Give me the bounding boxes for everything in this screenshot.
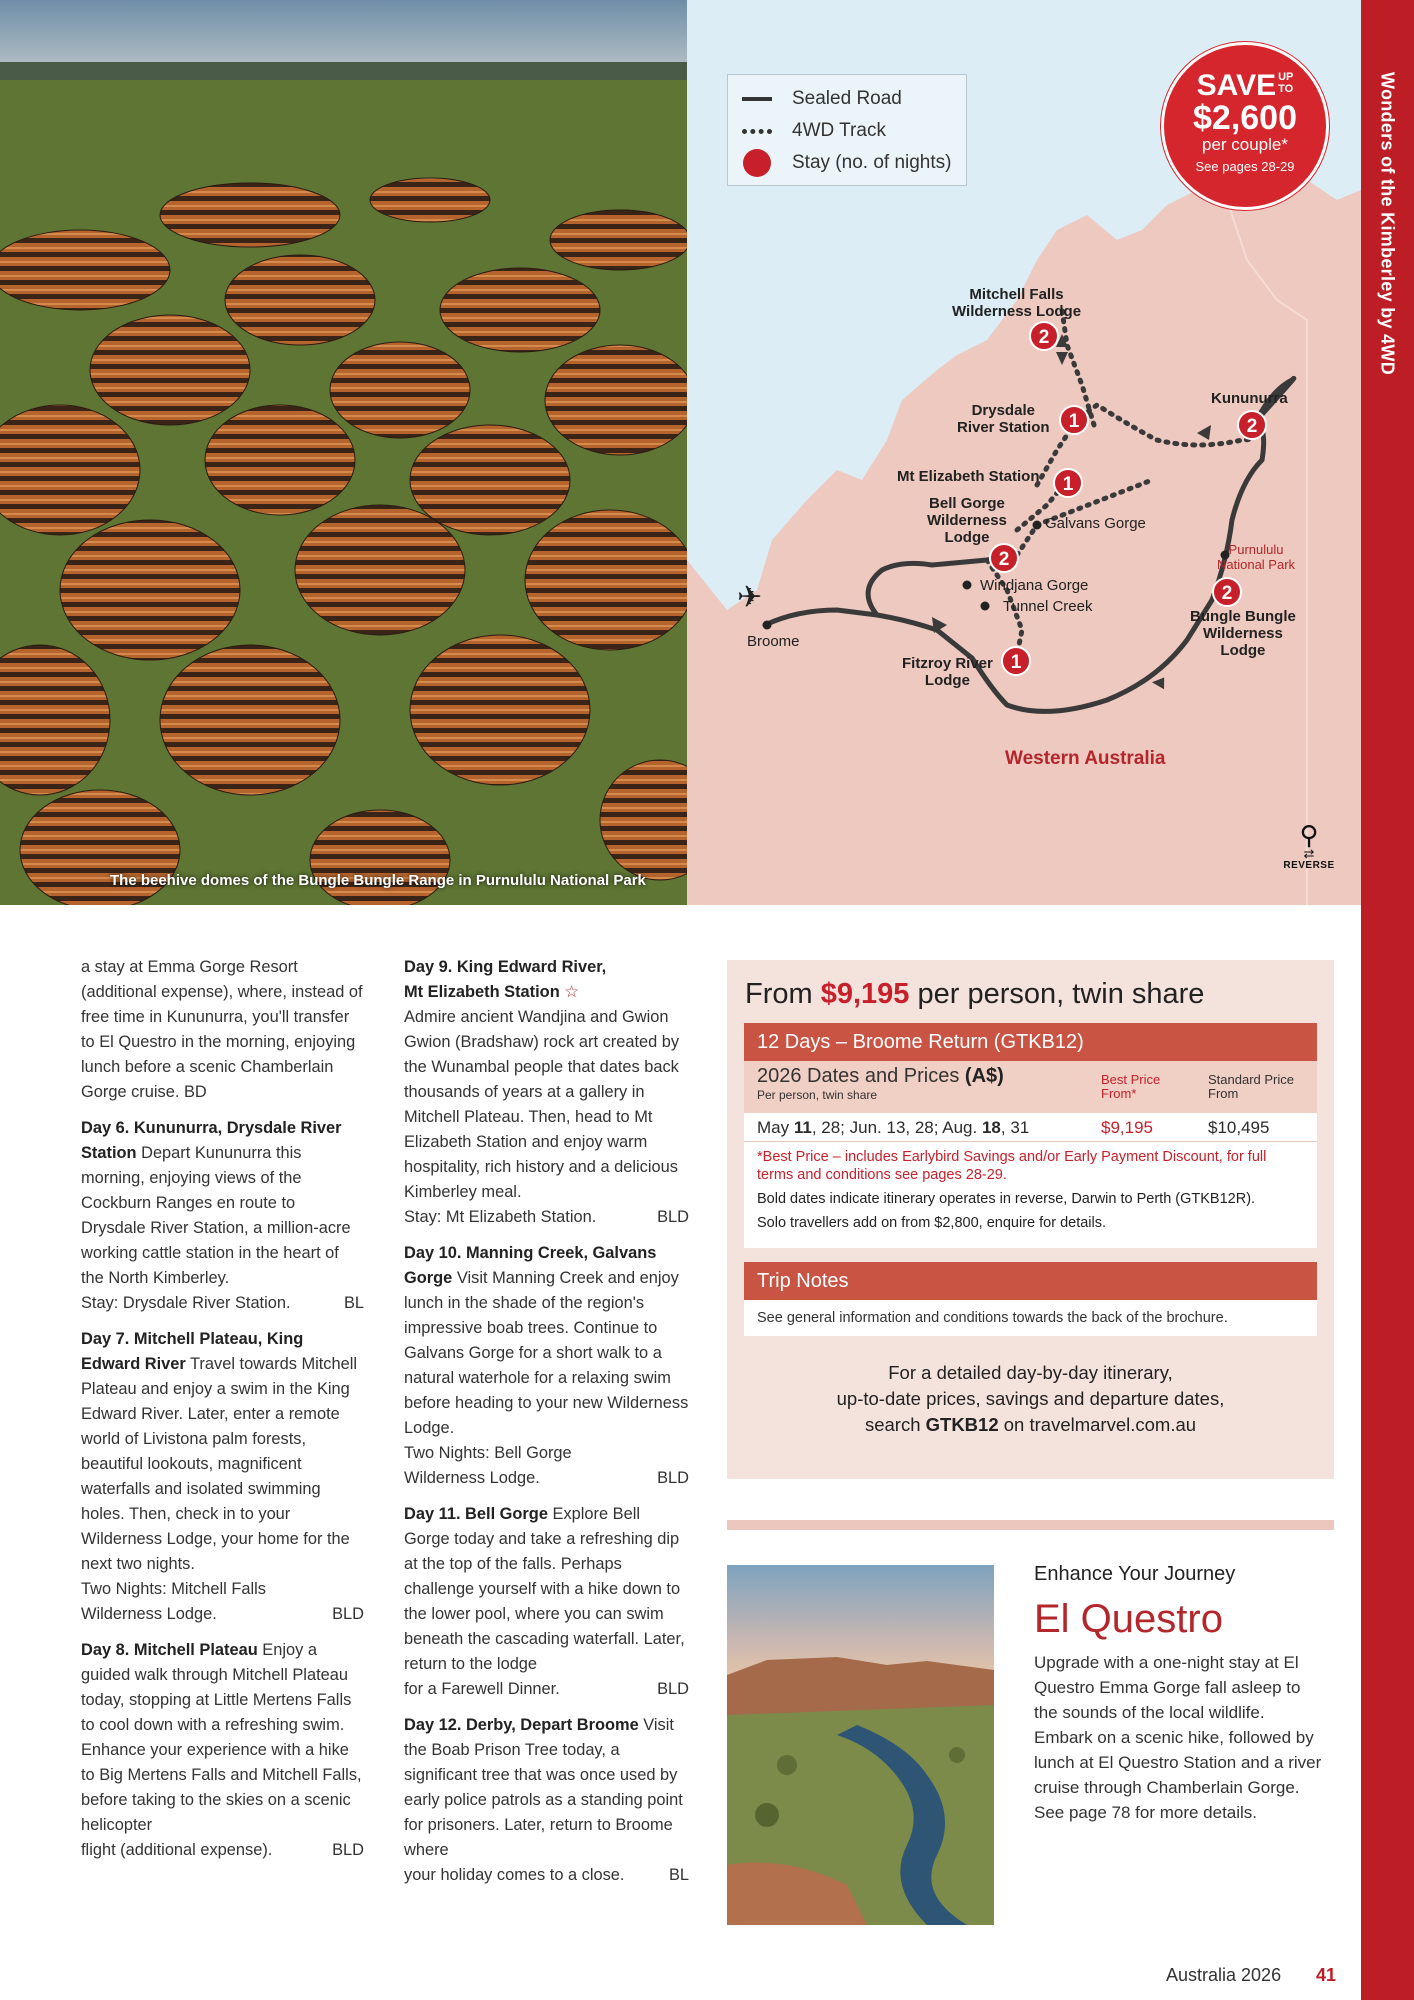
itinerary-intro: a stay at Emma Gorge Resort (additional expense), where, instead of free time in Kununurra, you'll transfer to El Questro in the morning, enjoying lunch before a scenic Chamberlain Gorge cruise. BD (81, 958, 363, 1101)
standard-price-header: Standard Price From (1208, 1072, 1294, 1101)
detail-cta: For a detailed day-by-day itinerary, up-to-date prices, savings and departure dates, search GTKB12 on travelmarvel.com.au (836, 1362, 1225, 1435)
marker-bungle-bungle: 2 (1212, 577, 1242, 607)
legend-label: 4WD Track (792, 120, 886, 141)
day-heading: Day 6. Kununurra, Drysdale River Station (81, 1119, 342, 1162)
marker-mt-elizabeth: 1 (1053, 468, 1083, 498)
label-tunnel-creek: Tunnel Creek (1003, 598, 1093, 615)
marker-fitzroy: 1 (1001, 646, 1031, 676)
trip-notes-bar: Trip Notes (744, 1262, 1317, 1300)
itinerary-column-1 (81, 955, 364, 1874)
tour-name-bar: 12 Days – Broome Return (GTKB12) (744, 1023, 1317, 1061)
label-drysdale: Drysdale River Station (957, 402, 1050, 436)
best-price-note: *Best Price – includes Earlybird Savings and/or Early Payment Discount, for full terms and conditions see pages 28-29. (757, 1149, 1267, 1183)
section-title: Wonders of the Kimberley by 4WD (1377, 72, 1398, 376)
marker-kununurra: 2 (1237, 410, 1267, 440)
price-box (727, 960, 1334, 1479)
day-heading: Day 11. Bell Gorge (404, 1505, 548, 1523)
label-bungle-bungle: Bungle Bungle Wilderness Lodge (1190, 608, 1296, 659)
day-heading: Day 12. Derby, Depart Broome (404, 1716, 639, 1734)
el-questro-panel (1034, 1560, 1324, 1825)
meals-code: BD (183, 1083, 207, 1101)
enhance-body: Upgrade with a one-night stay at El Questro Emma Gorge fall asleep to the sounds of the local wildlife. Embark on a scenic hike, followed by lunch at El Questro Station and a river cruise through Chamberlain Gorge. See page 78 for more details. (1034, 1650, 1324, 1825)
day-9: Day 9. King Edward River, Mt Elizabeth Station ☆ Admire ancient Wandjina and Gwion Gwion (Bradshaw) rock art created by the Wunambal people that dates back thousands of years at a gallery in Mitchell Plateau. Then, head to Mt Elizabeth Station and enjoy warm hospitality, rich history and a delicious Kimberley meal. Stay: Mt Elizabeth Station. BLD (404, 955, 689, 1230)
trip-notes-text: See general information and conditions towards the back of the brochure. (744, 1300, 1317, 1336)
reverse-indicator (1279, 822, 1339, 871)
day-heading: Day 9. King Edward River, (404, 958, 607, 976)
day-11: Day 11. Bell Gorge Explore Bell Gorge today and take a refreshing dip at the top of the falls. Perhaps challenge yourself with a hike down to the lower pool, where you can swim beneath the cascading waterfall. Later, return to the lodge for a Farewell Dinner. BLD (404, 1502, 689, 1702)
standard-price-value: $10,495 (1208, 1118, 1270, 1137)
bungle-bungle-photo (0, 0, 687, 905)
label-mt-elizabeth: Mt Elizabeth Station (897, 468, 1040, 485)
red-circle-icon (742, 149, 772, 177)
enhance-title: El Questro (1034, 1597, 1223, 1641)
section-divider (727, 1520, 1334, 1530)
location-pin-icon: ⚲ (1299, 820, 1319, 850)
save-see-pages: See pages 28-29 (1195, 159, 1295, 174)
save-word: SAVE (1196, 69, 1277, 102)
best-price-value: $9,195 (1101, 1118, 1153, 1137)
tour-code: GTKB12 (925, 1414, 999, 1435)
region-label: Western Australia (1005, 748, 1166, 769)
price-table-header: 2026 Dates and Prices (A$) Per person, twin share Best Price From* Standard Price From (744, 1061, 1317, 1113)
photo-caption: The beehive domes of the Bungle Bungle Range in Purnululu National Park (110, 872, 646, 889)
legend-label: Sealed Road (792, 88, 902, 109)
side-band (1361, 0, 1414, 2000)
day-6: Day 6. Kununurra, Drysdale River Station Depart Kununurra this morning, enjoying views of the Cockburn Ranges en route to Drysdale River Station, a million-acre working cattle station in the heart of the North Kimberley. Stay: Drysdale River Station. BL (81, 1116, 364, 1316)
meals-code: BLD (657, 1208, 689, 1226)
map-legend (727, 74, 967, 186)
airplane-icon: ✈ (737, 581, 763, 614)
label-mitchell-falls: Mitchell Falls Wilderness Lodge (952, 286, 1082, 320)
marker-mitchell-falls: 2 (1029, 321, 1059, 351)
price-notes (744, 1142, 1317, 1248)
legend-sealed-road (742, 83, 952, 115)
meals-code: BLD (657, 1680, 689, 1698)
legend-4wd-track (742, 115, 952, 147)
enhance-kicker: Enhance Your Journey (1034, 1563, 1236, 1585)
label-fitzroy: Fitzroy River Lodge (902, 655, 993, 689)
label-windjana: Windjana Gorge (980, 577, 1089, 594)
price-table-row (744, 1113, 1317, 1142)
day-8: Day 8. Mitchell Plateau Enjoy a guided walk through Mitchell Plateau today, stopping at Little Mertens Falls to cool down with a refreshing swim. Enhance your experience with a hike to Big Mertens Falls and Mitchell Falls, before taking to the skies on a scenic helicopter flight (additional expense). BLD (81, 1638, 364, 1863)
gorge-landscape-illustration (727, 1565, 994, 1925)
page-number: 41 (1316, 1965, 1337, 1985)
meals-code: BL (668, 1866, 689, 1884)
day-heading: Day 8. Mitchell Plateau (81, 1641, 258, 1659)
from-amount: $9,195 (820, 978, 910, 1010)
save-badge (1161, 42, 1329, 210)
meals-code: BLD (657, 1469, 689, 1487)
day-heading: Day 10. Manning Creek, Galvans Gorge (404, 1244, 657, 1287)
save-per-couple: per couple* (1201, 135, 1288, 154)
footer-title: Australia 2026 (1166, 1965, 1282, 1985)
legend-label: Stay (no. of nights) (792, 152, 952, 173)
solo-note: Solo travellers add on from $2,800, enquire for details. (757, 1215, 1107, 1231)
marker-bell-gorge: 2 (989, 543, 1019, 573)
star-icon: ☆ (564, 983, 579, 1001)
day-heading: Day 7. Mitchell Plateau, King Edward River (81, 1330, 304, 1373)
sealed-road-icon (742, 97, 772, 101)
enhance-see-page: See page 78 for more details. (1034, 1803, 1258, 1822)
meals-code: BLD (332, 1605, 364, 1623)
label-bell-gorge: Bell Gorge Wilderness Lodge (927, 495, 1007, 546)
itinerary-column-2 (404, 955, 689, 1899)
from-price-line: From $9,195 per person, twin share (745, 978, 1205, 1010)
route-map (687, 0, 1361, 905)
day-12: Day 12. Derby, Depart Broome Visit the Boab Prison Tree today, a significant tree that was once used by early police patrols as a standing point for prisoners. Later, return to Broome where your holiday comes to a close. BL (404, 1713, 689, 1888)
reverse-label: REVERSE (1283, 860, 1335, 871)
save-to: TO (1278, 83, 1294, 95)
day-7: Day 7. Mitchell Plateau, King Edward River Travel towards Mitchell Plateau and enjoy a swim in the King Edward River. Later, enter a remote world of Livistona palm forests, beautiful lookouts, magnificent waterfalls and isolated swimming holes. Then, check in to your Wilderness Lodge, your home for the next two nights. Two Nights: Mitchell Falls Wilderness Lodge. BLD (81, 1327, 364, 1627)
label-galvans-gorge: Galvans Gorge (1045, 515, 1146, 532)
label-purnululu: Purnululu National Park (1217, 542, 1296, 572)
label-broome: Broome (747, 633, 800, 650)
label-kununurra: Kununurra (1211, 390, 1288, 407)
meals-code: BLD (332, 1841, 364, 1859)
meals-code: BL (343, 1294, 364, 1312)
reverse-note: Bold dates indicate itinerary operates in reverse, Darwin to Perth (GTKB12R). (757, 1191, 1256, 1207)
legend-stay (742, 147, 952, 179)
dotted-track-icon (742, 129, 772, 134)
reverse-arrows-icon: ⇄ (1303, 846, 1315, 861)
save-up: UP (1278, 71, 1294, 83)
marker-drysdale: 1 (1059, 405, 1089, 435)
save-amount: $2,600 (1193, 99, 1297, 137)
beehive-domes-illustration (0, 0, 687, 905)
best-price-header: Best Price From* (1101, 1072, 1161, 1101)
day-10: Day 10. Manning Creek, Galvans Gorge Visit Manning Creek and enjoy lunch in the shade of the region's impressive boab trees. Continue to Galvans Gorge for a short walk to a natural waterhole for a relaxing swim before heading to your new Wilderness Lodge. Two Nights: Bell Gorge Wilderness Lodge. BLD (404, 1241, 689, 1491)
el-questro-photo (727, 1565, 994, 1925)
departure-dates: May 11, 28; Jun. 13, 28; Aug. 18, 31 (757, 1118, 1030, 1137)
